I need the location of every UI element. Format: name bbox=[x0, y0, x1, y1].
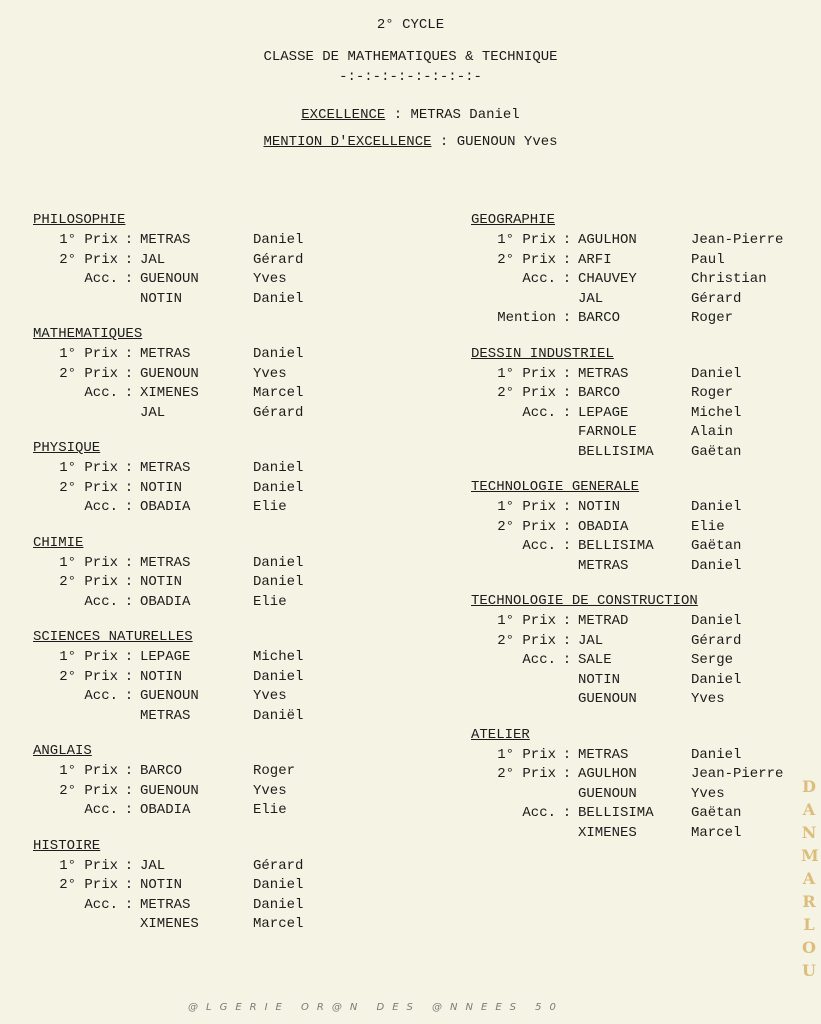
first-name: Michel bbox=[253, 649, 304, 665]
first-name: Daniel bbox=[253, 460, 304, 476]
separator: : bbox=[562, 518, 572, 535]
award-row bbox=[33, 573, 303, 593]
award-label: 2° Prix bbox=[497, 766, 556, 782]
award-row bbox=[471, 557, 783, 577]
subject-title: ANGLAIS bbox=[33, 743, 92, 759]
award-label: 2° Prix bbox=[59, 668, 118, 685]
subject-title: CHIMIE bbox=[33, 534, 84, 551]
first-name: Yves bbox=[691, 785, 725, 802]
award-label: 1° Prix bbox=[497, 365, 556, 382]
surname: XIMENES bbox=[140, 916, 199, 932]
award-label: 2° Prix bbox=[59, 479, 118, 496]
separator bbox=[118, 707, 140, 727]
subject-title: ATELIER bbox=[471, 726, 530, 743]
excellence-label: EXCELLENCE bbox=[301, 107, 386, 123]
award-row bbox=[33, 801, 303, 821]
separator: : bbox=[562, 404, 572, 421]
award-label: Acc. bbox=[84, 385, 118, 401]
award-row bbox=[33, 384, 303, 404]
award-label: 1° Prix bbox=[59, 346, 118, 362]
award-row bbox=[33, 554, 303, 574]
surname: XIMENES bbox=[578, 824, 637, 841]
subject-section bbox=[471, 209, 783, 329]
first-name: Yves bbox=[691, 691, 725, 707]
separator bbox=[118, 404, 140, 424]
separator: : bbox=[124, 365, 134, 382]
separator bbox=[556, 443, 578, 463]
award-label bbox=[33, 915, 118, 935]
surname: NOTIN bbox=[140, 877, 183, 893]
first-name: Daniel bbox=[691, 613, 742, 629]
separator: : bbox=[124, 802, 134, 818]
first-name: Alain bbox=[691, 424, 734, 440]
separator: : bbox=[124, 251, 134, 268]
award-label: 1° Prix bbox=[59, 554, 118, 571]
subject-section bbox=[471, 724, 783, 844]
award-row bbox=[33, 687, 303, 707]
award-row bbox=[471, 404, 783, 424]
award-row bbox=[471, 537, 783, 557]
award-label: 1° Prix bbox=[59, 232, 118, 248]
separator: : bbox=[562, 365, 572, 382]
subject-section bbox=[471, 590, 783, 710]
separator: : bbox=[124, 479, 134, 496]
surname: NOTIN bbox=[578, 499, 621, 515]
separator: : bbox=[124, 649, 134, 665]
award-row bbox=[33, 290, 303, 310]
award-row bbox=[471, 651, 783, 671]
watermark-letter: U bbox=[802, 961, 816, 980]
award-row bbox=[33, 857, 303, 877]
separator bbox=[556, 557, 578, 577]
surname: GUENOUN bbox=[140, 271, 199, 287]
award-row bbox=[471, 309, 783, 329]
separator: : bbox=[562, 232, 572, 248]
surname: NOTIN bbox=[578, 671, 621, 688]
surname: BARCO bbox=[578, 310, 621, 326]
award-row bbox=[33, 707, 303, 727]
surname: METRAS bbox=[140, 232, 191, 248]
mention-label: MENTION D'EXCELLENCE bbox=[263, 134, 432, 150]
watermark-letter: N bbox=[801, 823, 817, 842]
vertical-watermark bbox=[801, 775, 817, 982]
surname: ARFI bbox=[578, 251, 612, 268]
award-label bbox=[471, 423, 556, 443]
award-label bbox=[33, 404, 118, 424]
surname: METRAS bbox=[140, 554, 191, 571]
award-label bbox=[33, 290, 118, 310]
award-row bbox=[33, 479, 303, 499]
surname: BARCO bbox=[578, 385, 621, 401]
surname: GUENOUN bbox=[140, 688, 199, 704]
subject-title: PHYSIQUE bbox=[33, 440, 101, 456]
separator bbox=[118, 290, 140, 310]
award-label: Acc. bbox=[522, 538, 556, 554]
separator bbox=[556, 671, 578, 691]
award-label: Acc. bbox=[84, 688, 118, 704]
surname: SALE bbox=[578, 652, 612, 668]
separator: : bbox=[124, 499, 134, 515]
award-row bbox=[471, 365, 783, 385]
first-name: Daniel bbox=[253, 346, 304, 362]
subject-section bbox=[33, 532, 303, 613]
subject-title: PHILOSOPHIE bbox=[33, 212, 126, 228]
surname: NOTIN bbox=[140, 479, 183, 496]
first-name: Gaëtan bbox=[691, 443, 742, 460]
surname: OBADIA bbox=[578, 518, 629, 535]
subject-title: HISTOIRE bbox=[33, 837, 101, 854]
separator: : bbox=[124, 782, 134, 799]
separator: : bbox=[124, 554, 134, 571]
award-row bbox=[471, 290, 783, 310]
surname: FARNOLE bbox=[578, 424, 637, 440]
subject-section bbox=[33, 323, 303, 423]
award-row bbox=[471, 443, 783, 463]
award-row bbox=[471, 804, 783, 824]
award-row bbox=[471, 824, 783, 844]
surname: GUENOUN bbox=[140, 365, 199, 382]
award-label: 2° Prix bbox=[59, 782, 118, 799]
first-name: Serge bbox=[691, 652, 734, 668]
subject-title: TECHNOLOGIE GENERALE bbox=[471, 479, 640, 495]
left-column bbox=[33, 209, 303, 949]
subject-section bbox=[33, 626, 303, 726]
first-name: Gérard bbox=[253, 404, 304, 421]
award-label: Acc. bbox=[522, 805, 556, 821]
award-label: 1° Prix bbox=[497, 613, 556, 629]
footer-watermark: @LGERIE OR@N DES @NNEES 50 bbox=[188, 1002, 564, 1013]
award-label bbox=[471, 443, 556, 463]
surname: METRAS bbox=[140, 707, 191, 724]
surname: JAL bbox=[578, 290, 604, 307]
first-name: Michel bbox=[691, 404, 742, 421]
separator: : bbox=[124, 857, 134, 874]
surname: JAL bbox=[578, 632, 604, 649]
first-name: Yves bbox=[253, 365, 287, 382]
surname: METRAS bbox=[140, 346, 191, 362]
separator: : bbox=[562, 310, 572, 326]
first-name: Gaëtan bbox=[691, 538, 742, 554]
separator: : bbox=[562, 271, 572, 287]
separator: : bbox=[562, 385, 572, 401]
first-name: Daniel bbox=[691, 671, 742, 688]
first-name: Paul bbox=[691, 251, 725, 268]
award-label: 1° Prix bbox=[59, 763, 118, 779]
separator: : bbox=[124, 346, 134, 362]
award-label: 2° Prix bbox=[59, 251, 118, 268]
first-name: Elie bbox=[253, 593, 287, 610]
first-name: Daniel bbox=[253, 290, 304, 307]
award-label bbox=[471, 785, 556, 805]
award-row bbox=[33, 668, 303, 688]
award-label: Acc. bbox=[84, 271, 118, 287]
separator: : bbox=[124, 593, 134, 610]
surname: OBADIA bbox=[140, 593, 191, 610]
first-name: Roger bbox=[253, 763, 296, 779]
subject-title: SCIENCES NATURELLES bbox=[33, 629, 193, 645]
award-row bbox=[33, 915, 303, 935]
first-name: Daniel bbox=[253, 479, 304, 496]
award-label bbox=[471, 824, 556, 844]
surname: NOTIN bbox=[140, 668, 183, 685]
first-name: Elie bbox=[253, 499, 287, 515]
separator bbox=[118, 915, 140, 935]
surname: NOTIN bbox=[140, 574, 183, 590]
separator: : bbox=[562, 499, 572, 515]
award-label: 2° Prix bbox=[59, 365, 118, 382]
subject-title: GEOGRAPHIE bbox=[471, 212, 556, 228]
award-label bbox=[471, 290, 556, 310]
subject-section bbox=[33, 209, 303, 309]
excellence-value: : METRAS Daniel bbox=[393, 107, 520, 123]
subject-title: MATHEMATIQUES bbox=[33, 326, 143, 342]
award-row bbox=[33, 459, 303, 479]
mention-value: : GUENOUN Yves bbox=[439, 134, 558, 150]
separator: : bbox=[124, 574, 134, 590]
separator: : bbox=[562, 251, 572, 268]
first-name: Elie bbox=[253, 802, 287, 818]
first-name: Christian bbox=[691, 271, 767, 287]
award-row bbox=[471, 384, 783, 404]
watermark-letter: A bbox=[802, 869, 816, 888]
divider: -:-:-:-:-:-:-:-:- bbox=[339, 69, 482, 85]
excellence-line bbox=[0, 107, 821, 123]
separator bbox=[556, 290, 578, 310]
award-row bbox=[471, 251, 783, 271]
award-row bbox=[33, 251, 303, 271]
separator: : bbox=[562, 652, 572, 668]
award-row bbox=[471, 518, 783, 538]
subject-section bbox=[33, 437, 303, 518]
surname: GUENOUN bbox=[140, 782, 199, 799]
watermark-letter: D bbox=[802, 777, 816, 796]
award-row bbox=[471, 671, 783, 691]
award-row bbox=[471, 765, 783, 785]
separator: : bbox=[124, 763, 134, 779]
award-row bbox=[471, 498, 783, 518]
first-name: Yves bbox=[253, 271, 287, 287]
separator: : bbox=[124, 688, 134, 704]
surname: AGULHON bbox=[578, 232, 637, 248]
surname: XIMENES bbox=[140, 385, 199, 401]
first-name: Elie bbox=[691, 518, 725, 535]
award-row bbox=[471, 690, 783, 710]
separator: : bbox=[124, 271, 134, 287]
award-row bbox=[33, 762, 303, 782]
subject-section bbox=[471, 343, 783, 463]
surname: CHAUVEY bbox=[578, 271, 637, 287]
surname: BELLISIMA bbox=[578, 538, 654, 554]
first-name: Daniel bbox=[691, 746, 742, 763]
watermark-letter: A bbox=[802, 800, 816, 819]
subject-title: TECHNOLOGIE DE CONSTRUCTION bbox=[471, 593, 698, 609]
award-label: 2° Prix bbox=[497, 385, 556, 401]
surname: NOTIN bbox=[140, 290, 183, 307]
separator: : bbox=[562, 805, 572, 821]
surname: GUENOUN bbox=[578, 785, 637, 802]
surname: LEPAGE bbox=[140, 649, 191, 665]
surname: METRAS bbox=[578, 557, 629, 574]
subject-section bbox=[471, 476, 783, 576]
award-row bbox=[33, 498, 303, 518]
award-row bbox=[471, 785, 783, 805]
separator: : bbox=[124, 877, 134, 893]
surname: BELLISIMA bbox=[578, 443, 654, 460]
first-name: Gérard bbox=[253, 251, 304, 268]
surname: OBADIA bbox=[140, 802, 191, 818]
first-name: Yves bbox=[253, 688, 287, 704]
surname: BELLISIMA bbox=[578, 805, 654, 821]
award-row bbox=[471, 270, 783, 290]
separator: : bbox=[124, 896, 134, 913]
first-name: Yves bbox=[253, 782, 287, 799]
surname: GUENOUN bbox=[578, 691, 637, 707]
separator bbox=[556, 690, 578, 710]
award-row bbox=[471, 632, 783, 652]
separator: : bbox=[124, 668, 134, 685]
mention-line bbox=[0, 134, 821, 150]
first-name: Jean-Pierre bbox=[691, 766, 784, 782]
award-label: 1° Prix bbox=[497, 746, 556, 763]
award-row bbox=[33, 896, 303, 916]
separator bbox=[556, 824, 578, 844]
award-label bbox=[471, 671, 556, 691]
award-row bbox=[471, 423, 783, 443]
award-label: 2° Prix bbox=[497, 518, 556, 535]
award-label: 2° Prix bbox=[59, 877, 118, 893]
first-name: Daniel bbox=[253, 554, 304, 571]
first-name: Roger bbox=[691, 385, 734, 401]
surname: AGULHON bbox=[578, 766, 637, 782]
separator: : bbox=[562, 766, 572, 782]
award-label: 1° Prix bbox=[59, 649, 118, 665]
award-row bbox=[33, 782, 303, 802]
first-name: Daniel bbox=[253, 896, 304, 913]
award-label bbox=[471, 690, 556, 710]
subject-section bbox=[33, 740, 303, 821]
separator: : bbox=[562, 632, 572, 649]
first-name: Gérard bbox=[691, 632, 742, 649]
separator bbox=[556, 423, 578, 443]
award-row bbox=[471, 612, 783, 632]
first-name: Marcel bbox=[253, 385, 304, 401]
award-label: Acc. bbox=[522, 652, 556, 668]
award-label bbox=[33, 707, 118, 727]
first-name: Daniël bbox=[253, 707, 304, 724]
subject-title: DESSIN INDUSTRIEL bbox=[471, 345, 614, 362]
award-label: 1° Prix bbox=[59, 857, 118, 874]
award-label: 2° Prix bbox=[497, 251, 556, 268]
award-label: Acc. bbox=[84, 896, 118, 913]
first-name: Marcel bbox=[253, 916, 304, 932]
first-name: Daniel bbox=[253, 877, 304, 893]
cycle-title: 2° CYCLE bbox=[376, 17, 445, 33]
right-column bbox=[471, 209, 783, 857]
award-label: 1° Prix bbox=[497, 232, 556, 248]
first-name: Gérard bbox=[691, 290, 742, 307]
award-row bbox=[33, 404, 303, 424]
first-name: Marcel bbox=[691, 824, 742, 841]
watermark-letter: R bbox=[802, 892, 816, 911]
surname: LEPAGE bbox=[578, 404, 629, 421]
award-label: Acc. bbox=[84, 593, 118, 610]
award-label: Acc. bbox=[84, 499, 118, 515]
first-name: Daniel bbox=[691, 499, 742, 515]
award-label: Acc. bbox=[84, 802, 118, 818]
separator: : bbox=[562, 613, 572, 629]
watermark-letter: M bbox=[801, 846, 819, 865]
award-row bbox=[33, 593, 303, 613]
surname: JAL bbox=[140, 251, 166, 268]
classe-title: CLASSE DE MATHEMATIQUES & TECHNIQUE bbox=[263, 49, 558, 65]
surname: JAL bbox=[140, 857, 166, 874]
surname: METRAD bbox=[578, 613, 629, 629]
first-name: Daniel bbox=[253, 574, 304, 590]
surname: METRAS bbox=[140, 460, 191, 476]
surname: BARCO bbox=[140, 763, 183, 779]
award-label: 1° Prix bbox=[59, 460, 118, 476]
award-row bbox=[33, 876, 303, 896]
award-row bbox=[33, 231, 303, 251]
first-name: Daniel bbox=[253, 668, 304, 685]
first-name: Gaëtan bbox=[691, 805, 742, 821]
award-label: 2° Prix bbox=[59, 574, 118, 590]
award-row bbox=[33, 365, 303, 385]
award-label: 1° Prix bbox=[497, 499, 556, 515]
award-label: 2° Prix bbox=[497, 632, 556, 649]
award-row bbox=[33, 270, 303, 290]
subject-section bbox=[33, 835, 303, 935]
surname: METRAS bbox=[140, 896, 191, 913]
separator: : bbox=[124, 385, 134, 401]
first-name: Roger bbox=[691, 310, 734, 326]
award-row bbox=[33, 648, 303, 668]
surname: JAL bbox=[140, 404, 166, 421]
award-row bbox=[471, 746, 783, 766]
award-row bbox=[471, 231, 783, 251]
award-label: Acc. bbox=[522, 404, 556, 421]
watermark-letter: L bbox=[803, 915, 815, 934]
separator: : bbox=[562, 538, 572, 554]
surname: METRAS bbox=[578, 746, 629, 763]
surname: METRAS bbox=[578, 365, 629, 382]
first-name: Daniel bbox=[691, 365, 742, 382]
first-name: Daniel bbox=[691, 557, 742, 574]
first-name: Gérard bbox=[253, 857, 304, 874]
award-label: Acc. bbox=[522, 271, 556, 287]
watermark-letter: O bbox=[802, 938, 816, 957]
surname: OBADIA bbox=[140, 499, 191, 515]
award-label bbox=[471, 557, 556, 577]
first-name: Jean-Pierre bbox=[691, 232, 784, 248]
separator bbox=[556, 785, 578, 805]
first-name: Daniel bbox=[253, 232, 304, 248]
separator: : bbox=[124, 232, 134, 248]
award-row bbox=[33, 345, 303, 365]
separator: : bbox=[124, 460, 134, 476]
separator: : bbox=[562, 746, 572, 763]
award-label: Mention bbox=[497, 310, 556, 326]
